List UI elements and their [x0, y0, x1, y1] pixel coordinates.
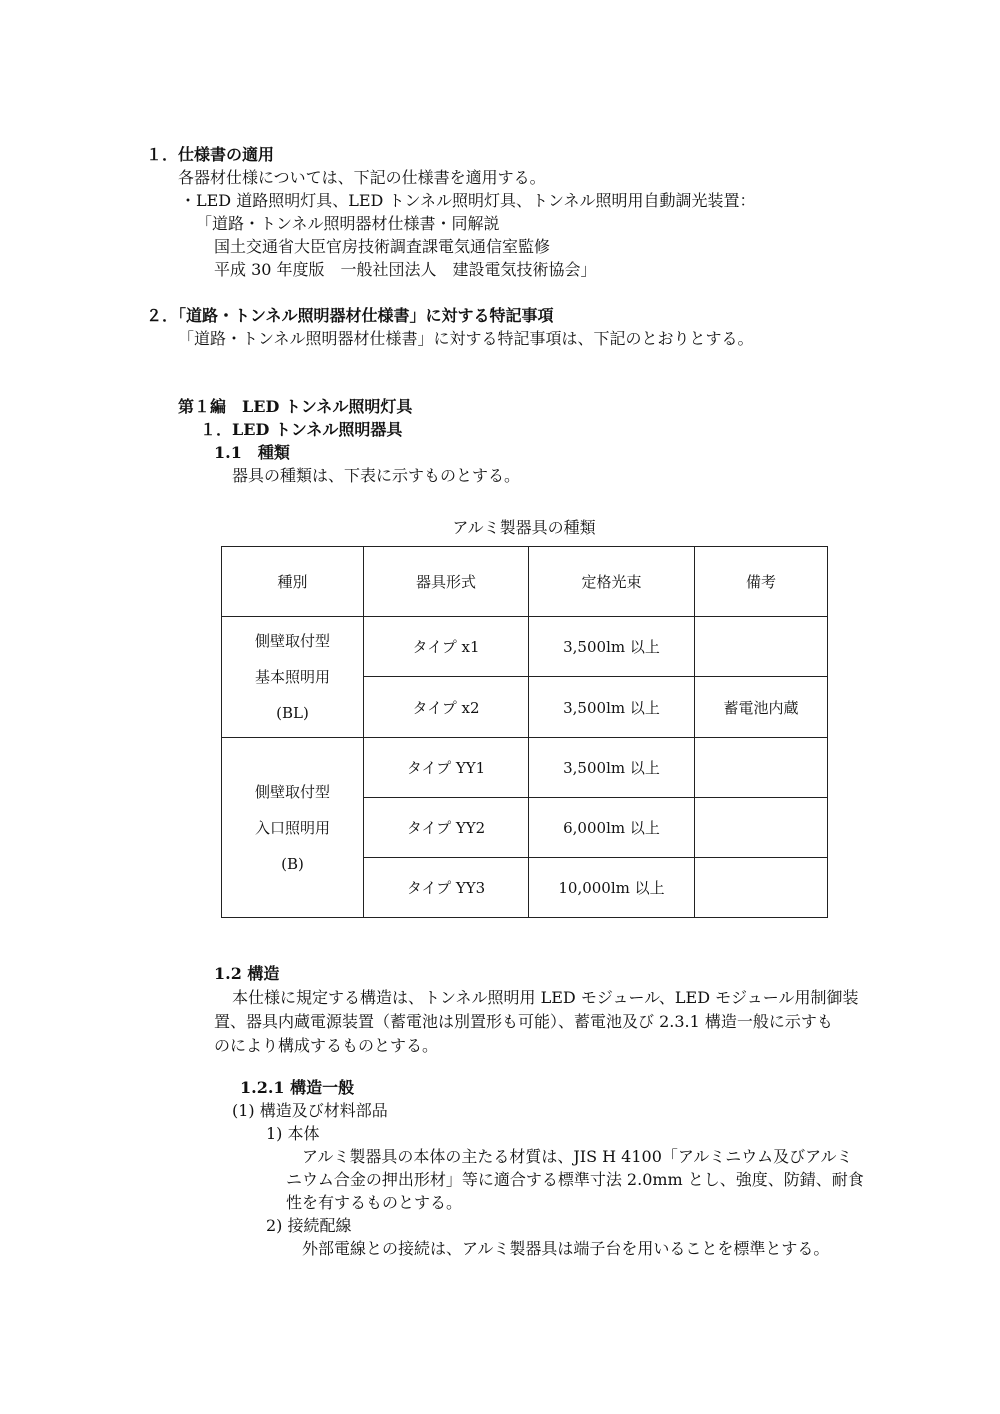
- category-cell-bl: [222, 617, 364, 738]
- table-header-cell: 種別: [222, 547, 364, 617]
- section1-heading: １．仕様書の適用: [146, 145, 275, 164]
- section-1-2-line: 本仕様に規定する構造は、トンネル照明用 LED モジュール、LED モジュール用制御装: [232, 988, 859, 1007]
- section2-heading: ２．「道路・トンネル照明器材仕様書」に対する特記事項: [146, 306, 554, 325]
- category-line: (BL): [276, 704, 309, 722]
- section-1-1-heading: 1.1 種類: [214, 443, 290, 462]
- section2-line: 「道路・トンネル照明器材仕様書」に対する特記事項は、下記のとおりとする。: [178, 329, 754, 348]
- table-header-cell: 備考: [695, 547, 828, 617]
- fixture-type-cell: タイプ YY3: [364, 858, 529, 918]
- fixture-type-cell: タイプ x1: [364, 617, 529, 677]
- rated-flux-cell: 3,500lm 以上: [529, 617, 695, 677]
- fixture-type-cell: タイプ YY2: [364, 798, 529, 858]
- section-1-1-text: 器具の種類は、下表に示すものとする。: [232, 466, 521, 485]
- rated-flux-cell: 3,500lm 以上: [529, 677, 695, 738]
- category-line: (B): [281, 854, 304, 873]
- section1-line: 各器材仕様については、下記の仕様書を適用する。: [178, 168, 546, 187]
- subitem-1-line: 性を有するものとする。: [286, 1193, 463, 1212]
- remarks-cell: [695, 617, 828, 677]
- category-line: 入口照明用: [254, 818, 330, 837]
- section1-line: ・LED 道路照明灯具、LED トンネル照明灯具、トンネル照明用自動調光装置：: [180, 191, 756, 210]
- section-1-2-line: 置、器具内蔵電源装置（蓄電池は別置形も可能）、蓄電池及び 2.3.1 構造一般に示すも: [214, 1012, 833, 1031]
- table-row: [222, 617, 828, 677]
- subitem-2-line: 外部電線との接続は、アルミ製器具は端子台を用いることを標準とする。: [302, 1239, 830, 1258]
- section1-line: 「道路・トンネル照明器材仕様書・同解説: [196, 214, 500, 233]
- category-line: 側壁取付型: [254, 632, 330, 650]
- subitem-1-line: ニウム合金の押出形材」等に適合する標準寸法 2.0mm とし、強度、防錆、耐食: [286, 1170, 864, 1189]
- section1-line: 平成 30 年度版 一般社団法人 建設電気技術協会」: [214, 260, 597, 279]
- table-caption: アルミ製器具の種類: [452, 518, 596, 537]
- part1-subheading: １．LED トンネル照明器具: [200, 420, 403, 439]
- table-header-row: [222, 547, 828, 617]
- section1-line: 国土交通省大臣官房技術調査課電気通信室監修: [214, 237, 551, 256]
- category-line: 基本照明用: [254, 668, 330, 686]
- table-header-cell: 定格光束: [529, 547, 695, 617]
- part1-heading: 第１編 LED トンネル照明灯具: [178, 397, 413, 416]
- fixture-type-cell: タイプ YY1: [364, 738, 529, 798]
- section-1-2-1-heading: 1.2.1 構造一般: [240, 1078, 355, 1097]
- item-1-heading: (1) 構造及び材料部品: [232, 1101, 388, 1120]
- section-1-2-heading: 1.2 構造: [214, 964, 280, 983]
- rated-flux-cell: 6,000lm 以上: [529, 798, 695, 858]
- remarks-cell: [695, 858, 828, 918]
- table-header-cell: 器具形式: [364, 547, 529, 617]
- category-line: 側壁取付型: [254, 782, 330, 801]
- fixture-types-table: [221, 546, 828, 918]
- remarks-cell: 蓄電池内蔵: [695, 677, 828, 738]
- fixture-type-cell: タイプ x2: [364, 677, 529, 738]
- subitem-1-line: アルミ製器具の本体の主たる材質は、JIS H 4100「アルミニウム及びアルミ: [302, 1147, 853, 1166]
- rated-flux-cell: 3,500lm 以上: [529, 738, 695, 798]
- remarks-cell: [695, 798, 828, 858]
- subitem-2-heading: 2) 接続配線: [266, 1216, 352, 1235]
- table-row: [222, 738, 828, 798]
- rated-flux-cell: 10,000lm 以上: [529, 858, 695, 918]
- section-1-2-line: のにより構成するものとする。: [214, 1036, 439, 1055]
- subitem-1-heading: 1) 本体: [266, 1124, 320, 1143]
- remarks-cell: [695, 738, 828, 798]
- category-cell-b: [222, 738, 364, 918]
